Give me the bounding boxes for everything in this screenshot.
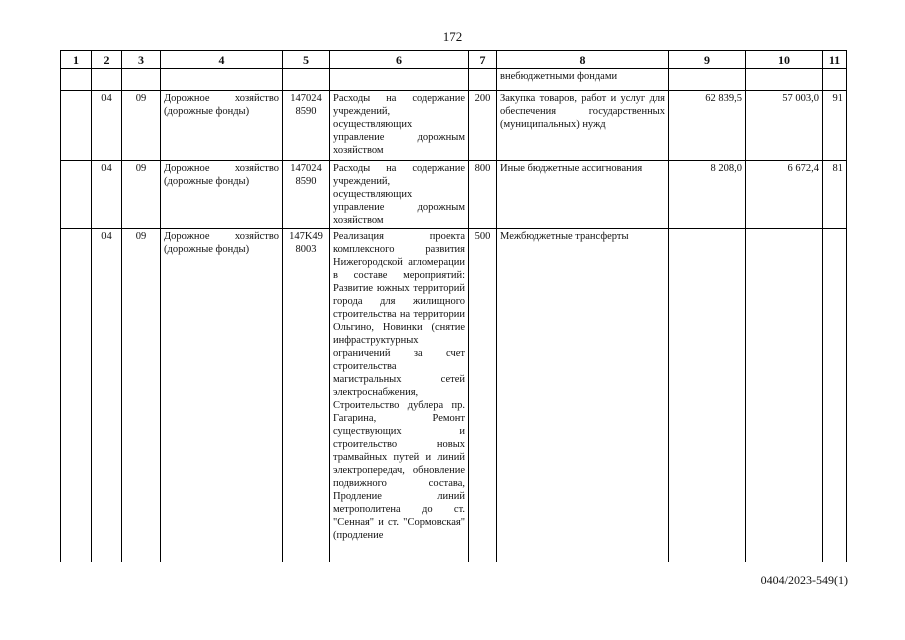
- cell-description: Расходы на содержание учреждений, осуществляющих управление дорожным хозяйством: [330, 91, 469, 161]
- cell-expense-name: Закупка товаров, работ и услуг для обеспечения государственных (муниципальных) нужд: [497, 91, 669, 161]
- header-cell: 6: [330, 51, 469, 69]
- cell-name: Дорожное хозяйство (дорожные фонды): [161, 91, 283, 161]
- carry-over-text: внебюджетными фондами: [497, 69, 669, 91]
- cell-section: 04: [92, 229, 122, 562]
- cell-percent: 91: [823, 91, 847, 161]
- table-row: [61, 161, 847, 229]
- cell-percent: 81: [823, 161, 847, 229]
- cell-section: 04: [92, 91, 122, 161]
- header-cell: 8: [497, 51, 669, 69]
- cell-amount-9: 62 839,5: [669, 91, 746, 161]
- header-cell: 2: [92, 51, 122, 69]
- budget-table: [60, 50, 847, 562]
- cell-amount-10: 6 672,4: [746, 161, 823, 229]
- header-cell: 9: [669, 51, 746, 69]
- table-row: [61, 91, 847, 161]
- cell-description: Расходы на содержание учреждений, осуществляющих управление дорожным хозяйством: [330, 161, 469, 229]
- table-row: [61, 229, 847, 562]
- cell-name: Дорожное хозяйство (дорожные фонды): [161, 161, 283, 229]
- cell-name: Дорожное хозяйство (дорожные фонды): [161, 229, 283, 562]
- cell-target-code: 147024 8590: [283, 91, 330, 161]
- table-header-row: [61, 51, 847, 69]
- cell-expense-type: 200: [469, 91, 497, 161]
- header-cell: 7: [469, 51, 497, 69]
- cell-section: 04: [92, 161, 122, 229]
- header-cell: 1: [61, 51, 92, 69]
- cell-target-code: 147024 8590: [283, 161, 330, 229]
- cell-amount-10: [746, 229, 823, 562]
- cell-expense-name: Иные бюджетные ассигнования: [497, 161, 669, 229]
- cell-expense-type: 800: [469, 161, 497, 229]
- cell-amount-9: [669, 229, 746, 562]
- cell-percent: [823, 229, 847, 562]
- cell-amount-10: 57 003,0: [746, 91, 823, 161]
- cell-expense-name: Межбюджетные трансферты: [497, 229, 669, 562]
- header-cell: 11: [823, 51, 847, 69]
- page-number: 172: [442, 29, 463, 44]
- cell-target-code: 147K49 8003: [283, 229, 330, 562]
- carry-over-row: [61, 69, 847, 91]
- header-cell: 5: [283, 51, 330, 69]
- document-code: 0404/2023-549(1): [760, 573, 848, 587]
- header-cell: 4: [161, 51, 283, 69]
- cell-expense-type: 500: [469, 229, 497, 562]
- header-cell: 3: [122, 51, 161, 69]
- cell-subsection: 09: [122, 161, 161, 229]
- header-cell: 10: [746, 51, 823, 69]
- cell-subsection: 09: [122, 229, 161, 562]
- cell-subsection: 09: [122, 91, 161, 161]
- cell-amount-9: 8 208,0: [669, 161, 746, 229]
- cell-description: Реализация проекта комплексного развития Нижегородской агломерации в составе мероприятий: Развитие южных территорий города для жилищного строительства на территории Ольгино, Новинки (снятие инфраструктурных ограничений за счет строительства магистральных сетей электроснабжения, Строительство дублера пр. Гагарина, Ремонт существующих и строительство новых трамвайных путей и линий электропередач, обновление подвижного состава, Продление линий метрополитена до ст. "Сенная" и ст. "Сормовская" (продление: [330, 229, 469, 562]
